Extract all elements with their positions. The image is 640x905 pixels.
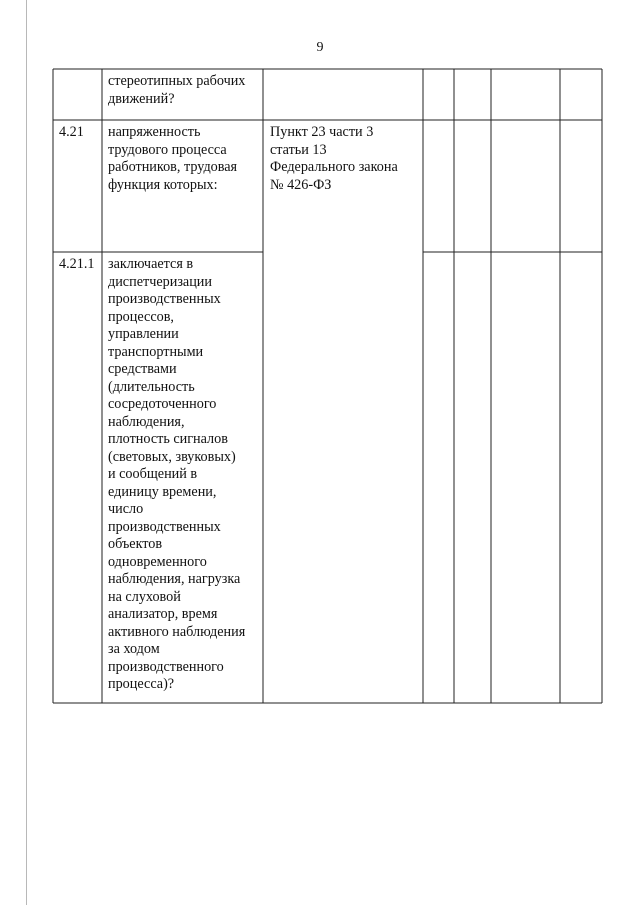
- table-row-2-number: 4.21: [59, 124, 84, 140]
- table-row-3-description: заключается в диспетчеризации производственных процессов, управлении транспортными средствами (длительность сосредоточенного наблюдения, плотность сигналов (световых, звуковых) и сообщений в единицу времени, число производственных объектов одновременного наблюдения, нагрузка на слуховой анализатор, время активного наблюдения за ходом производственного процесса)?: [108, 256, 246, 692]
- table-row-2-description: напряженность трудового процесса работников, трудовая функция которых:: [108, 124, 238, 193]
- table-row-1-description: стереотипных рабочих движений?: [108, 73, 246, 107]
- table-row-3-number: 4.21.1: [59, 256, 95, 272]
- page-number: 9: [316, 40, 324, 55]
- table-row-2-reference: Пункт 23 части 3 статьи 13 Федерального закона № 426-ФЗ: [270, 124, 398, 193]
